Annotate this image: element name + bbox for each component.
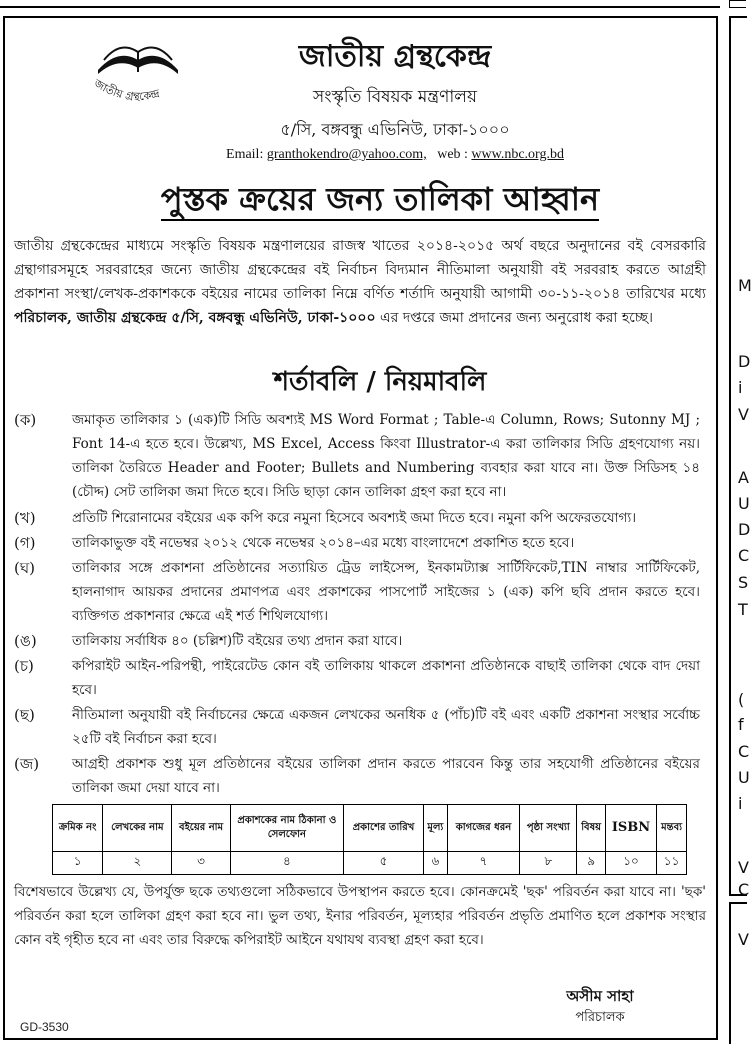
signatory-title: পরিচালক — [575, 1010, 625, 1025]
intro-paragraph: জাতীয় গ্রন্থকেন্দ্রের মাধ্যমে সংস্কৃতি বিষয়ক মন্ত্রণালয়ের রাজস্ব খাতের ২০১৪-২০১৫ অর্থ বছরে অনুদানের বই বেসরকারি গ্রন্থাগারসমূহে সরবরাহের জন্যে জাতীয় গ্রন্থকেন্দ্রের বই নির্বাচন বিদ্যমান নীতিমালা অনুযায়ী বই সরবরাহ করতে আগ্রহী প্রকাশনা সংস্থা/লেখক-প্রকাশককে বইয়ের নামের তালিকা নিম্নে বর্ণিত শর্তাদি অনুযায়ী আগামী ৩০-১১-২০১৪ তারিখের মধ্যে পরিচালক, জাতীয় গ্রন্থকেন্দ্র ৫/সি, বঙ্গবন্ধু এভিনিউ, ঢাকা-১০০০ এর দপ্তরে জমা প্রদানের জন্য অনুরোধ করা হচ্ছে। — [14, 238, 706, 326]
intro-bold-address: পরিচালক, জাতীয় গ্রন্থকেন্দ্র ৫/সি, বঙ্গবন্ধু এভিনিউ, ঢাকা-১০০০ — [14, 310, 376, 326]
table-header-cell: মূল্য — [424, 805, 447, 852]
adjacent-ad-letter: V — [738, 858, 749, 877]
adjacent-ad-letter: U — [738, 494, 750, 513]
adjacent-ad-letter: C — [738, 742, 750, 761]
web-label: web : — [437, 147, 468, 162]
table-cell: ১ — [53, 852, 103, 875]
ad-code: GD-3530 — [20, 1020, 69, 1034]
adjacent-ad-letter: U — [738, 768, 750, 787]
org-address: ৫/সি, বঙ্গবন্ধু এভিনিউ, ঢাকা-১০০০ — [280, 120, 510, 139]
email-link[interactable]: granthokendro@yahoo.com, — [266, 147, 427, 162]
contact-line — [150, 147, 640, 163]
top-rule — [0, 0, 720, 8]
table-number-row — [53, 852, 687, 875]
submission-format-table — [52, 804, 687, 875]
signatory-name: অসীম সাহা — [566, 987, 634, 1005]
table-header-cell: প্রকাশকের নাম ঠিকানা ও সেলফোন — [230, 805, 343, 852]
table-cell: ২ — [103, 852, 172, 875]
table-header-row — [53, 805, 687, 852]
condition-text: আগ্রহী প্রকাশক শুধু মূল প্রতিষ্ঠানের বইয়ের তালিকা প্রদান করতে পারবেন কিন্তু তার সহযোগী প্রতিষ্ঠানের বইয়ের তালিকা জমা দেয়া যাবে না। — [72, 756, 700, 796]
adjacent-ad-letter: V — [738, 930, 749, 949]
table-header-cell: লেখকের নাম — [103, 805, 172, 852]
condition-text: কপিরাইট আইন-পরিপন্থী, পাইরেটেড কোন বই তালিকায় থাকলে প্রকাশনা প্রতিষ্ঠানকে বাছাই তালিকা থেকে বাদ দেয়া হবে। — [72, 658, 700, 698]
condition-text: নীতিমালা অনুযায়ী বই নির্বাচনের ক্ষেত্রে একজন লেখকের অনধিক ৫ (পাঁচ)টি বই এবং একটি প্রকাশনা সংস্থার সর্বোচ্চ ২৫টি বই নির্বাচন করা হবে। — [72, 707, 700, 747]
table-header-cell: কাগজের ধরন — [447, 805, 520, 852]
table-header-cell: পৃষ্ঠা সংখ্যা — [520, 805, 577, 852]
table-cell: ৬ — [424, 852, 447, 875]
svg-text:জাতীয় গ্রন্থকেন্দ্র: জাতীয় গ্রন্থকেন্দ্র — [91, 76, 161, 102]
table-header-cell: মন্তব্য — [657, 805, 687, 852]
condition-text: প্রতিটি শিরোনামের বইয়ের এক কপি করে নমুনা হিসেবে অবশ্যই জমা দিতে হবে। নমুনা কপি অফেরতযোগ্য। — [72, 510, 637, 526]
adjacent-column-edge — [729, 0, 746, 8]
adjacent-ad-letter: C — [738, 546, 750, 565]
condition-label: (চ) — [14, 657, 34, 675]
condition-label: (জ) — [14, 755, 40, 773]
adjacent-ad-letter: T — [738, 600, 748, 619]
condition-label: (ছ) — [14, 706, 35, 724]
condition-text: তালিকাভুক্ত বই নভেম্বর ২০১২ থেকে নভেম্বর ২০১৪–এর মধ্যে বাংলাদেশে প্রকাশিত হতে হবে। — [72, 535, 575, 551]
condition-label: (ক) — [14, 411, 37, 429]
adjacent-ad-letter: A — [738, 468, 749, 487]
condition-text: জমাকৃত তালিকার ১ (এক)টি সিডি অবশ্যই MS Word Format ; Table-এ Column, Rows; Sutonny MJ ; Font 14-এ হতে হবে। উল্লেখ্য, MS Excel, Access কিংবা Illustrator-এ করা তালিকার সিডি গ্রহণযোগ্য নয়। তালিকা তৈরিতে Header and Footer; Bullets and Numbering ব্যবহার করা যাবে না। উক্ত সিডিসহ ১৪ (চৌদ্দ) সেট তালিকা জমা দিতে হবে। সিডি ছাড়া কোন তালিকা গ্রহণ করা হবে না। — [72, 412, 700, 500]
table-cell: ১০ — [605, 852, 656, 875]
condition-label: (গ) — [14, 534, 36, 552]
table-header-cell: ক্রমিক নং — [53, 805, 103, 852]
table-header-cell: প্রকাশের তারিখ — [343, 805, 423, 852]
adjacent-ad-letter: i — [738, 794, 743, 813]
table-cell: ৯ — [577, 852, 605, 875]
table-cell: ১১ — [657, 852, 687, 875]
condition-label: (ঙ) — [14, 632, 37, 650]
table-cell: ৪ — [230, 852, 343, 875]
adjacent-ad-letter: V — [738, 405, 749, 424]
adjacent-ad-border-lower — [729, 902, 747, 1044]
adjacent-ad-letter: ( — [738, 690, 745, 709]
conditions-heading: শর্তাবলি / নিয়মাবলি — [273, 367, 487, 397]
closing-paragraph: বিশেষভাবে উল্লেখ্য যে, উপর্যুক্ত ছকে তথ্যগুলো সঠিকভাবে উপস্থাপন করতে হবে। কোনক্রমেই 'ছক' পরিবর্তন করা যাবে না। 'ছক' পরিবর্তন করা হলে তালিকা গ্রহণ করা হবে না। ভুল তথ্য, ইনার পরিবর্তন, মূল্যহার পরিবর্তন প্রভৃতি প্রমাণিত হলে প্রকাশক সংস্থার কোন বই গৃহীত হবে না এবং তার বিরুদ্ধে কপিরাইট আইনে যথাযথ ব্যবস্থা গ্রহণ করা হবে। — [14, 884, 706, 948]
org-name: জাতীয় গ্রন্থকেন্দ্র — [298, 39, 492, 74]
notice-title: পুস্তক ক্রয়ের জন্য তালিকা আহ্বান — [100, 174, 660, 228]
adjacent-ad-letter: f — [738, 715, 744, 734]
table-cell: ৩ — [172, 852, 231, 875]
email-label: Email: — [226, 147, 264, 162]
adjacent-ad-letter: M — [738, 276, 752, 295]
table-cell: ৮ — [520, 852, 577, 875]
web-link[interactable]: www.nbc.org.bd — [471, 147, 564, 162]
table-header-cell: ISBN — [605, 805, 656, 852]
condition-text: তালিকায় সর্বাধিক ৪০ (চল্লিশ)টি বইয়ের তথ্য প্রদান করা যাবে। — [72, 633, 403, 649]
adjacent-ad-letter: i — [738, 378, 743, 397]
adjacent-ad-border — [729, 16, 750, 896]
adjacent-ad-letter: D — [738, 352, 751, 371]
table-header-cell: বিষয় — [577, 805, 605, 852]
condition-text: তালিকার সঙ্গে প্রকাশনা প্রতিষ্ঠানের সত্যায়িত ট্রেড লাইসেন্স, ইনকামট্যাক্স সার্টিফিকেট,TIN নাম্বার সার্টিফিকেট, হালনাগাদ আয়কর প্রদানের প্রমাণপত্র এবং প্রকাশকের পাসপোর্ট সাইজের ১ (এক) কপি ছবি প্রদান করতে হবে। ব্যক্তিগত প্রকাশনার ক্ষেত্রে এই শর্ত শিথিলযোগ্য। — [72, 560, 700, 624]
adjacent-ad-letter: D — [738, 520, 751, 539]
condition-label: (খ) — [14, 509, 36, 527]
ministry-name: সংস্কৃতি বিষয়ক মন্ত্রণালয় — [313, 87, 477, 107]
table-cell: ৫ — [343, 852, 423, 875]
adjacent-ad-letter: C — [738, 880, 750, 899]
adjacent-ad-letter: S — [738, 573, 749, 592]
table-header-cell: বইয়ের নাম — [172, 805, 231, 852]
table-cell: ৭ — [447, 852, 520, 875]
condition-label: (ঘ) — [14, 559, 35, 577]
